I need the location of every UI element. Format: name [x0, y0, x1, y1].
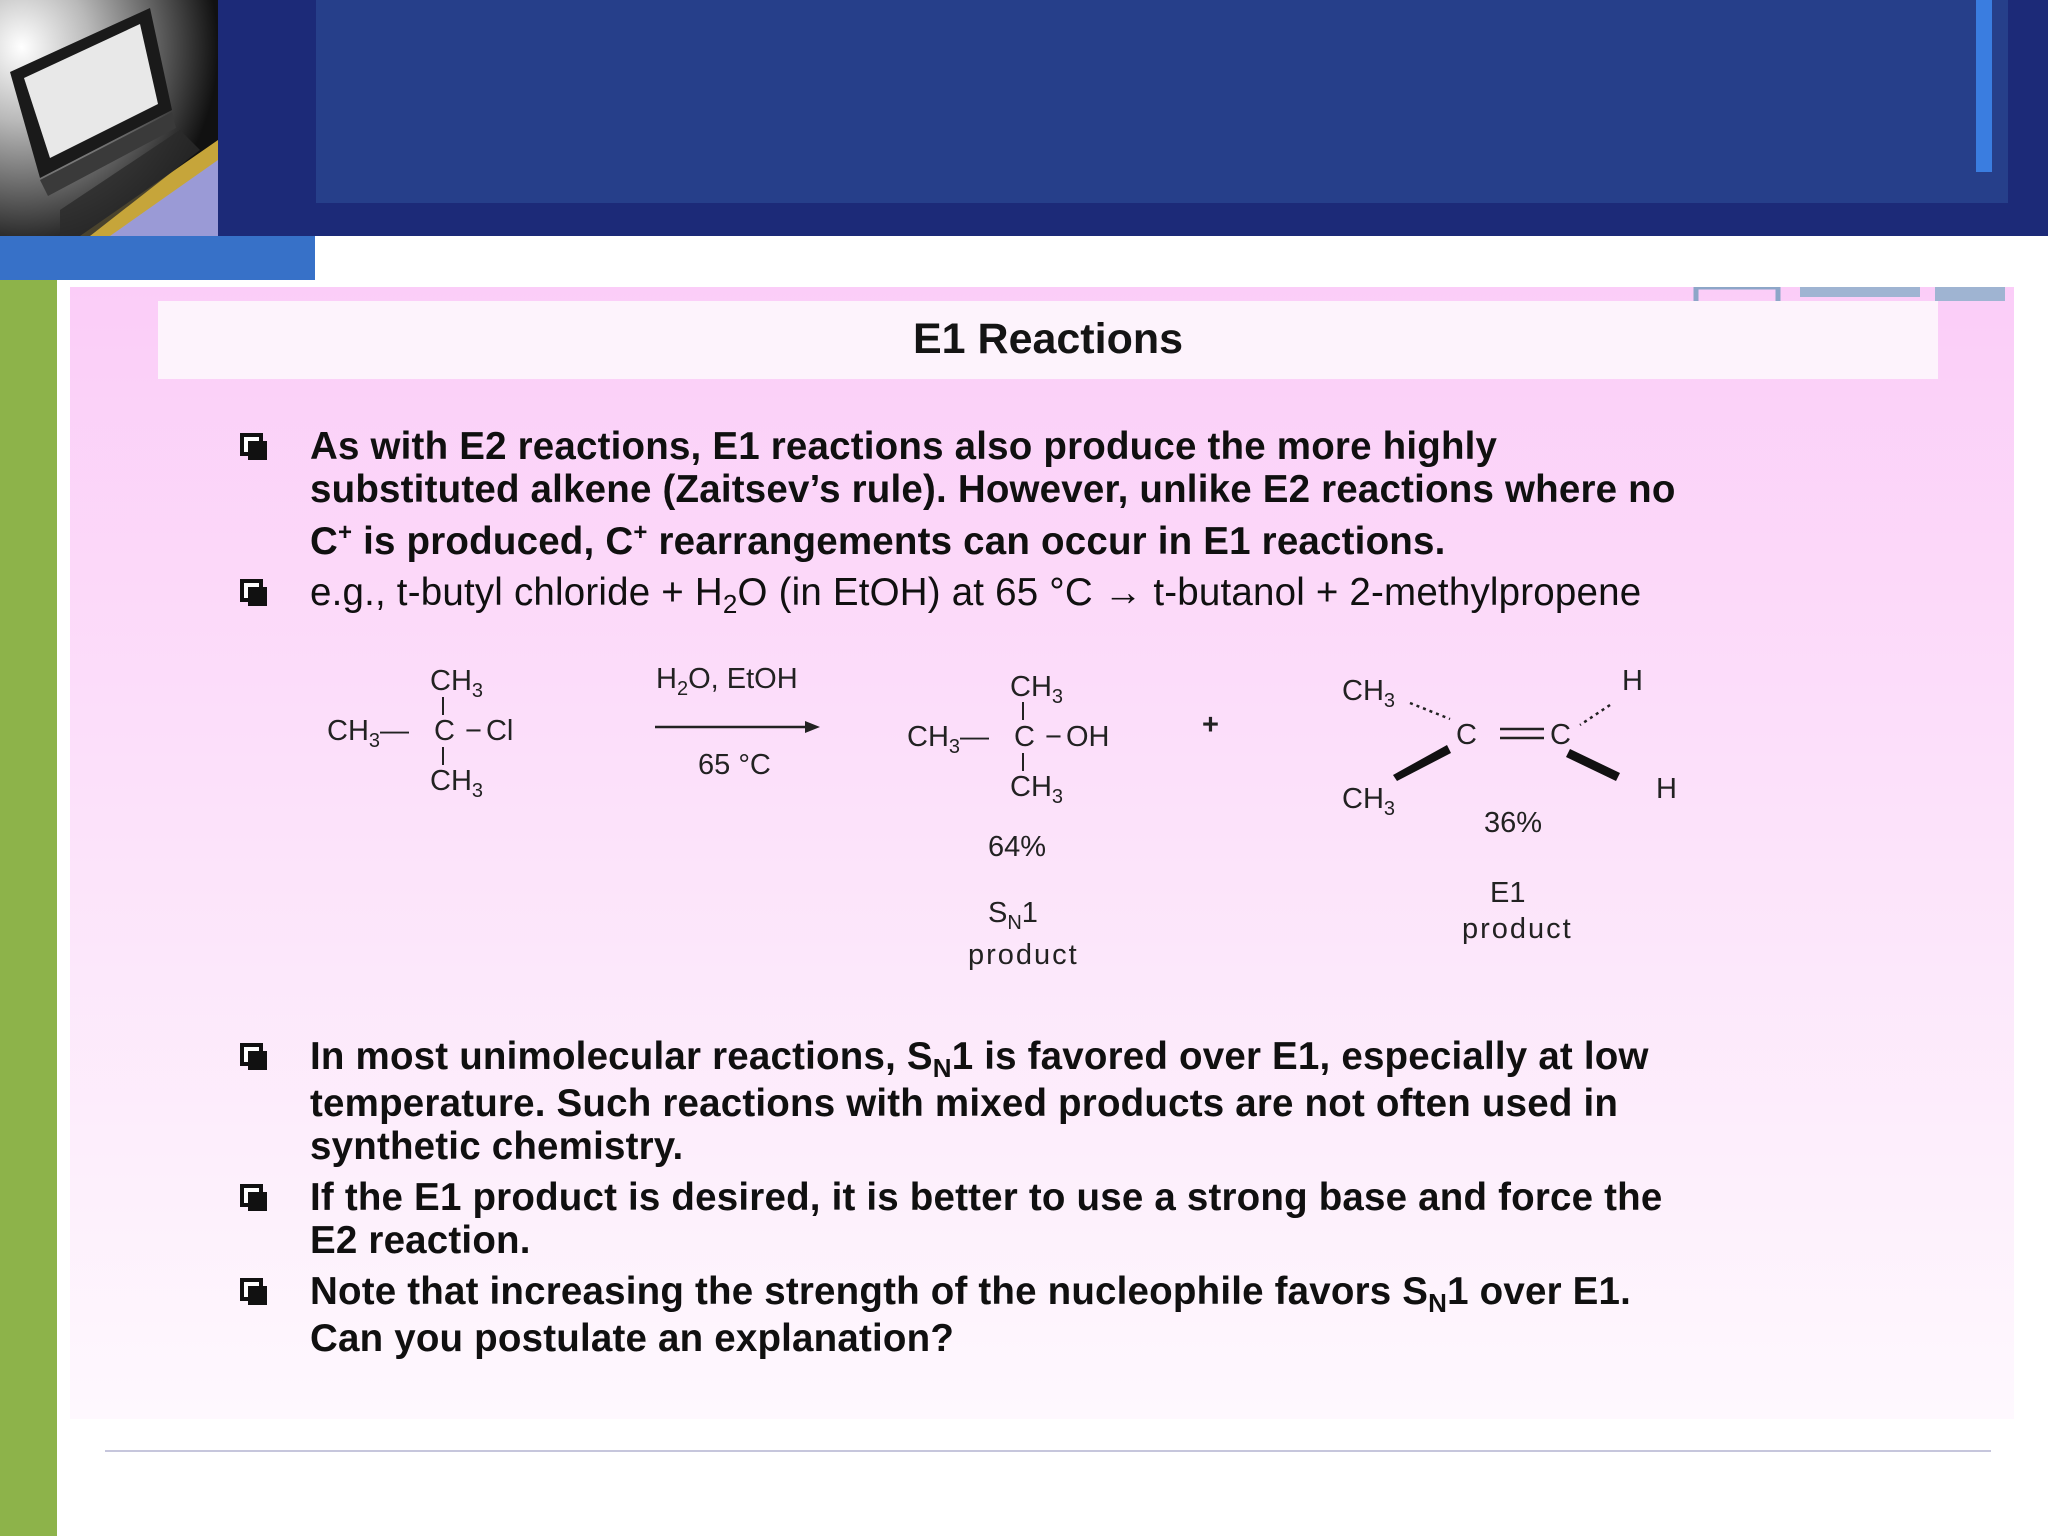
checkbox-bullet-icon	[240, 1184, 263, 1207]
alkene-h-bottom: H	[1656, 773, 1677, 805]
plus-sign: +	[1202, 709, 1219, 741]
content-title: E1 Reactions	[912, 315, 1184, 363]
content-image	[70, 287, 2014, 1419]
checkbox-bullet-icon	[240, 433, 263, 456]
checkbox-bullet-icon	[240, 1278, 263, 1301]
computer-monitor-logo	[0, 0, 218, 236]
checkbox-bullet-icon	[240, 1043, 263, 1066]
reaction-scheme	[70, 647, 2014, 1047]
product1-hydroxyl: − OH	[1045, 721, 1110, 753]
product1-label-product: product	[968, 939, 1079, 971]
product2-label-e1: E1	[1490, 877, 1526, 909]
bullet-zaitsev: As with E2 reactions, E1 reactions also produce the more highly substituted alkene (Zaitsev’s rule). However, unlike E2 reactions where no C+ is produced, C+ rearrangements can occur in E1 reactions.	[162, 425, 1982, 563]
product2-yield: 36%	[1484, 807, 1543, 839]
reactant-ch3-left: $CH_3—$	[327, 715, 410, 752]
reactant-chlorine: − Cl	[465, 715, 514, 747]
alkene-h-top: H	[1622, 665, 1643, 697]
product1-ch3-top: $CH_3$	[1010, 671, 1064, 708]
reaction-conditions-temperature: 65 °C	[698, 749, 771, 781]
reactant-carbon: C	[434, 715, 455, 747]
product1-yield: 64%	[988, 831, 1047, 863]
bottom-divider	[105, 1450, 1991, 1452]
bullet-sn1-favored: In most unimolecular reactions, $S_N1$ is favored over E1, especially at low temperature. Such reactions with mixed products are not often used in synthetic chemistry.	[162, 1035, 1982, 1168]
reactant-ch3-top: $CH_3$	[430, 665, 484, 702]
title-placeholder	[316, 0, 2008, 203]
alkene-carbon-left: C	[1456, 719, 1477, 751]
alkene-ch3-bottom: $CH_3$	[1342, 783, 1396, 820]
product1-ch3-bottom: $CH_3$	[1010, 771, 1064, 808]
bullet-nucleophile: Note that increasing the strength of the nucleophile favors $S_N1$ over E1. Can you postulate an explanation?	[162, 1270, 1982, 1360]
monitor-icon	[0, 0, 218, 236]
reaction-conditions-reagents: $H_2O$, EtOH	[656, 663, 798, 700]
reactant-ch3-bottom: $CH_3$	[430, 765, 484, 802]
alkene-carbon-right: C	[1550, 719, 1571, 751]
content-title-bar	[158, 301, 1938, 379]
accent-bar	[0, 236, 315, 280]
product1-carbon: C	[1014, 721, 1035, 753]
bullet-strong-base: If the E1 product is desired, it is better to use a strong base and force the E2 reaction.	[162, 1176, 1982, 1262]
title-accent-bar	[1976, 0, 1992, 172]
product1-ch3-left: $CH_3—$	[907, 721, 990, 758]
checkbox-bullet-icon	[240, 579, 263, 602]
bullet-example: e.g., t-butyl chloride + $H_2O$ (in EtOH) at 65 °C → t-butanol + 2-methylpropene	[162, 571, 1982, 618]
bullet-list-top	[162, 425, 1982, 618]
side-bar	[0, 280, 57, 1536]
bullet-list-bottom	[162, 1035, 1982, 1360]
alkene-ch3-top: $CH_3$	[1342, 675, 1396, 712]
product2-label-product: product	[1462, 913, 1573, 945]
product1-label-sn1: $S_N1$	[988, 897, 1038, 934]
